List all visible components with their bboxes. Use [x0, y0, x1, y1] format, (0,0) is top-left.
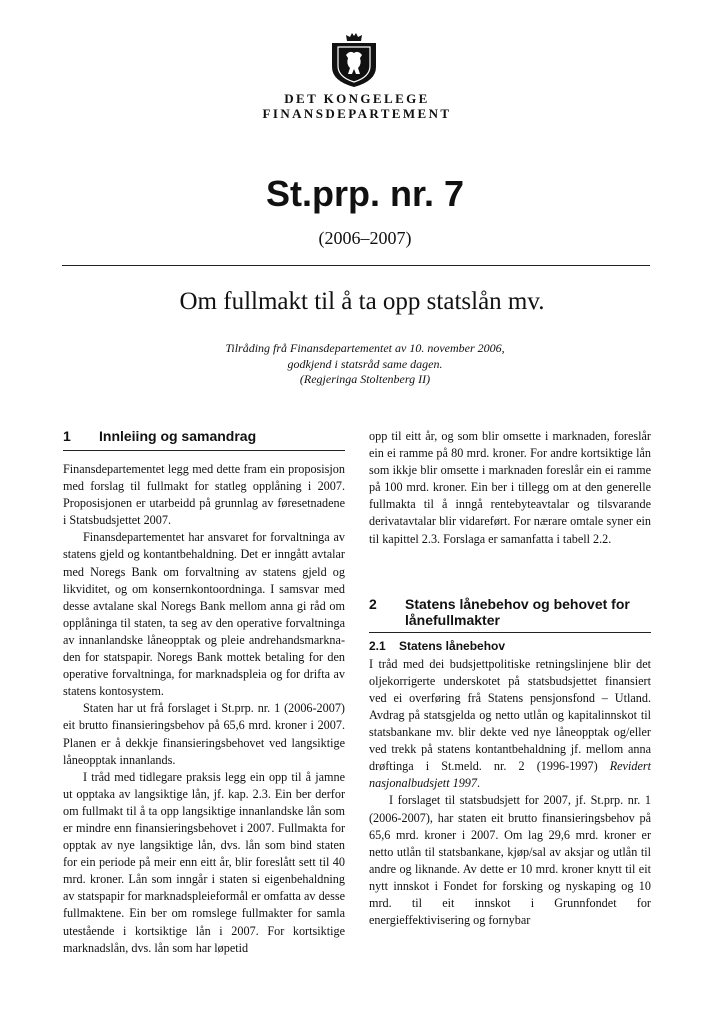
section-1-paragraph-4: I tråd med tidlegare praksis legg ein opp til å jamne ut opptaka av langsiktige lån, jf. kap. 2.3. Ein ber derfor om fullmakt til å ta opp langsiktige innanlandske lån som er mindre enn finansieringsbehovet i 2007. Fullmakta for opptak av nye langsiktige lån, dvs. lån som bind staten for ein periode på meir enn eitt år, blir foreslått sett til 40 mrd. kroner. Lån som inngår i staten si eigenbehaldning av statspapir for marknadspleieformål er omfatta av desse fullmaktene. Ein ber om romslege fullmakter for samla utestående i kortsiktige lån i 2007. For kortsiktige marknadslån, dvs. lån som har løpetid	[63, 769, 345, 955]
section-2-heading	[369, 596, 651, 633]
section-2-number: 2	[369, 595, 377, 612]
royal-crest-logo	[330, 33, 378, 88]
section-1-paragraph-4-continued: opp til eitt år, og som blir omsette i marknaden, foreslår ein ei ramme på 80 mrd. kroner. For andre kortsiktige lån som ikkje blir omsette i marknaden foreslår ein ei ramme på 100 mrd. kroner. Ein ber i tillegg om at den generelle fullmakta til å inngå rentebyteavtalar og tilsvarande derivatavtalar blir vidareført. For nærare omtale syner ein til kapittel 2.3. Forslaga er samanfatta i tabell 2.2.	[369, 429, 651, 546]
document-year: (2006–2007)	[318, 228, 412, 248]
section-1-paragraph-3: Staten har ut frå forslaget i St.prp. nr. 1 (2006-2007) eit brutto finansieringsbehov på 65,6 mrd. kroner i 2007. Planen er å dekkje finansieringsbehovet ved langsiktige låneopptak innanlands.	[63, 701, 345, 767]
document-subject: Om fullmakt til å ta opp statslån mv.	[179, 288, 545, 315]
section-2-1-paragraph-2: I forslaget til statsbudsjett for 2007, jf. St.prp. nr. 1 (2006-2007), har staten eit brutto finansieringsbehov på 65,6 mrd. kroner i 2007. Om lag 29,6 mrd. kroner er netto utlån til statsbankane, kjøp/sal av aksjar og utlån til andre og liknande. Av dette er 10 mrd. kroner knytt til eit nytt innskot i Fondet for forsking og nyskaping og 10 mrd. til eit innskot i Grunnfondet for energieffektivisering og fornybar	[369, 793, 651, 928]
section-2-1-paragraph-1	[369, 656, 651, 793]
section-2-1-heading	[369, 639, 651, 654]
recommendation-line-3: (Regjeringa Stoltenberg II)	[299, 372, 431, 386]
section-1-paragraph-1: Finansdepartementet legg med dette fram ein proposisjon med forslag til fullmakt for statleg opplåning i 2007. Proposisjonen er utarbeidd på grunnlag av føresetnadene i Statsbudsjettet 2007.	[63, 462, 345, 528]
recommendation-line-2: godkjend i statsråd same dagen.	[287, 356, 443, 371]
referenced-publication-title: Revidert nasjonalbudsjett 1997	[369, 759, 651, 791]
section-1-number: 1	[63, 428, 71, 444]
left-column	[63, 428, 345, 957]
title-divider	[62, 265, 650, 266]
recommendation-block	[0, 341, 724, 388]
section-1-heading	[63, 428, 345, 451]
department-line-1: DET KONGELEGE	[284, 91, 430, 106]
section-1-title: Innleiing og samandrag	[99, 428, 257, 444]
right-column	[369, 428, 651, 929]
section-2-1-number: 2.1	[369, 638, 386, 653]
section-2-title-line-1: Statens lånebehov og behovet for	[405, 595, 630, 612]
section-2-1-paragraph-1-end: .	[477, 776, 481, 791]
section-1-paragraph-2: Finansdepartementet har ansvaret for forvaltninga av statens gjeld og kontantbehaldning. Det er inngått avtalar med Noregs Bank om forvaltning av statens gjeld og likviditet, og om konsernkontoordninga. I samsvar med desse avtalane skal Noregs Bank mellom anna gi råd om opplåninga til staten, ta seg av den operative forvaltninga av innanlandske låneopptak og pleie andrehandsmarknaden for statspapir. Noregs Bank mottek betaling for den operative forvaltninga, for marknadspleia og for drifta av statens kontosystem.	[63, 530, 345, 699]
department-line-2: FINANSDEPARTEMENT	[262, 106, 452, 121]
section-2-1-paragraph-1-text: I tråd med dei budsjettpolitiske retningslinjene blir det oljekorrigerte underskotet på statsbudsjettet finansiert ved ei overføring frå Statens pensjonsfond – Utland. Avdrag på statsgjelda og netto utlån og kapitalinnskot til statsbankane mv. blir dekte ved nye låneopptak og/eller ved trekk på statens kontantbehaldning jf. mellom anna drøftinga i St.meld. nr. 2 (1996-1997)	[369, 656, 651, 774]
department-name	[262, 91, 452, 121]
section-2-title-line-2: lånefullmakter	[405, 611, 500, 628]
section-2-1-title: Statens lånebehov	[399, 638, 506, 653]
recommendation-line-1: Tilråding frå Finansdepartementet av 10. november 2006,	[225, 341, 505, 355]
document-title: St.prp. nr. 7	[265, 173, 465, 214]
